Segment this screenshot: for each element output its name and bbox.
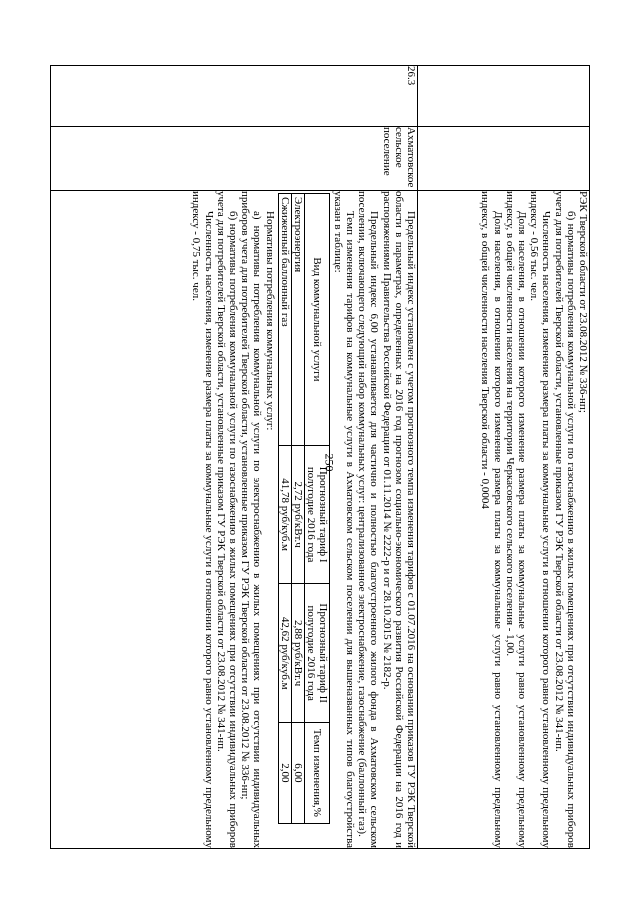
continuation-paragraph: РЭК Тверской области от 23.08.2012 № 336-нп; xyxy=(577,191,589,413)
header-tariff-h1: Прогнозный тариф I полугодие 2016 года xyxy=(304,445,329,584)
rotated-document xyxy=(50,65,590,848)
description-paragraph: Предельный индекс 6,00 устанавливается для частично и полностью благоустроенного жилого фонда в Ахматовском сельском поселении, включающего следующий набор коммунальных услуг: централизованное электроснабжение, газоснабжение (баллонный газ). xyxy=(356,191,381,848)
rate-value: 6,00 xyxy=(291,722,304,823)
empty-number-cell xyxy=(418,66,590,127)
settlement-description xyxy=(51,191,418,849)
page-number: 250 xyxy=(322,453,337,472)
description-paragraph: Нормативы потребления коммунальных услуг: xyxy=(263,211,276,431)
document-table xyxy=(50,65,590,849)
continuation-paragraph: Доля населения, в отношении которого изменение размера платы за коммунальные услуги равно установленному предельному индексу, в общей численности населения на территории Черкасовского сельского поселения - 1,00. xyxy=(503,191,528,848)
description-paragraph: б) нормативы потребления коммунальной услуги по газоснабжению в жилых помещениях при отсутствии индивидуальных приборов учета для потребителей Тверской области, установленные приказом ГУ РЭК Тверской области от 23.08.2012 № 341-нп. xyxy=(214,191,239,848)
description-paragraph: Темп изменения тарифов на коммунальные услуги в Ахматовском сельском поселении для вышеназванных типов благоустройства указан в таблице: xyxy=(331,191,356,848)
tariff-table xyxy=(278,193,330,824)
tariff-h1: 2,72 руб/кВт.ч xyxy=(291,445,304,584)
service-name: Сжиженный баллонный газ xyxy=(278,194,291,446)
table-row xyxy=(278,194,291,824)
header-rate: Темп изменения,% xyxy=(304,722,329,823)
continuation-paragraph: Численность населения, изменение размера платы за коммунальные услуги в отношении которого равно установленному предельному индексу - 0,56 тыс. чел. xyxy=(528,191,553,848)
rate-value: 2,00 xyxy=(278,722,291,823)
tariff-table-header xyxy=(304,194,329,824)
header-service: Вид коммунальной услуги xyxy=(304,194,329,446)
table-row xyxy=(291,194,304,824)
description-paragraph: Численность населения, изменение размера платы за коммунальные услуги в отношении которого равно установленному предельному индексу - 0,75 тыс. чел. xyxy=(190,191,215,848)
tariff-h2: 2,88 руб/кВт.ч xyxy=(291,584,304,723)
tariff-h1: 41,78 руб/куб.м xyxy=(278,445,291,584)
continuation-paragraph: Доля населения, в отношении которого изменение размера платы за коммунальные услуги равно установленному предельному индексу, в общей численности населения Тверской области - 0,0004 xyxy=(479,191,504,848)
continuation-cell xyxy=(418,191,590,849)
settlement-name: Ахматовское сельское поселение xyxy=(51,127,418,191)
header-tariff-h2: Прогнозный тариф II полугодие 2016 года xyxy=(304,584,329,723)
service-name: Электроэнергия xyxy=(291,194,304,446)
row-number: 26.3 xyxy=(51,66,418,127)
description-paragraph: а) нормативы потребления коммунальной услуги по электроснабжению в жилых помещениях при отсутствии индивидуальных приборов учета для потребителей Тверской области, установленные приказом ГУ РЭК Тверской области от 23.08.2012 № 336-нп; xyxy=(239,191,264,848)
continuation-paragraph: б) нормативы потребления коммунальной услуги по газоснабжению в жилых помещениях при отсутствии индивидуальных приборов учета для потребителей Тверской области, установленные приказом ГУ РЭК Тверской области от 23.08.2012 № 341-нп. xyxy=(552,191,577,848)
empty-name-cell xyxy=(418,127,590,191)
tariff-h2: 42,62 руб/куб.м xyxy=(278,584,291,723)
description-paragraph: Предельный индекс установлен с учетом прогнозного темпа изменения тарифов с 01.07.2016 на основании приказов ГУ РЭК Тверской области в параметрах, определенных на 2016 год прогнозом социально-экономического развития Российской Федерации на 2016 год и распоряжениями Правительства Российской Федерации от 01.11.2014 № 2222-р и от 28.10.2015 № 2182-р. xyxy=(380,191,417,848)
